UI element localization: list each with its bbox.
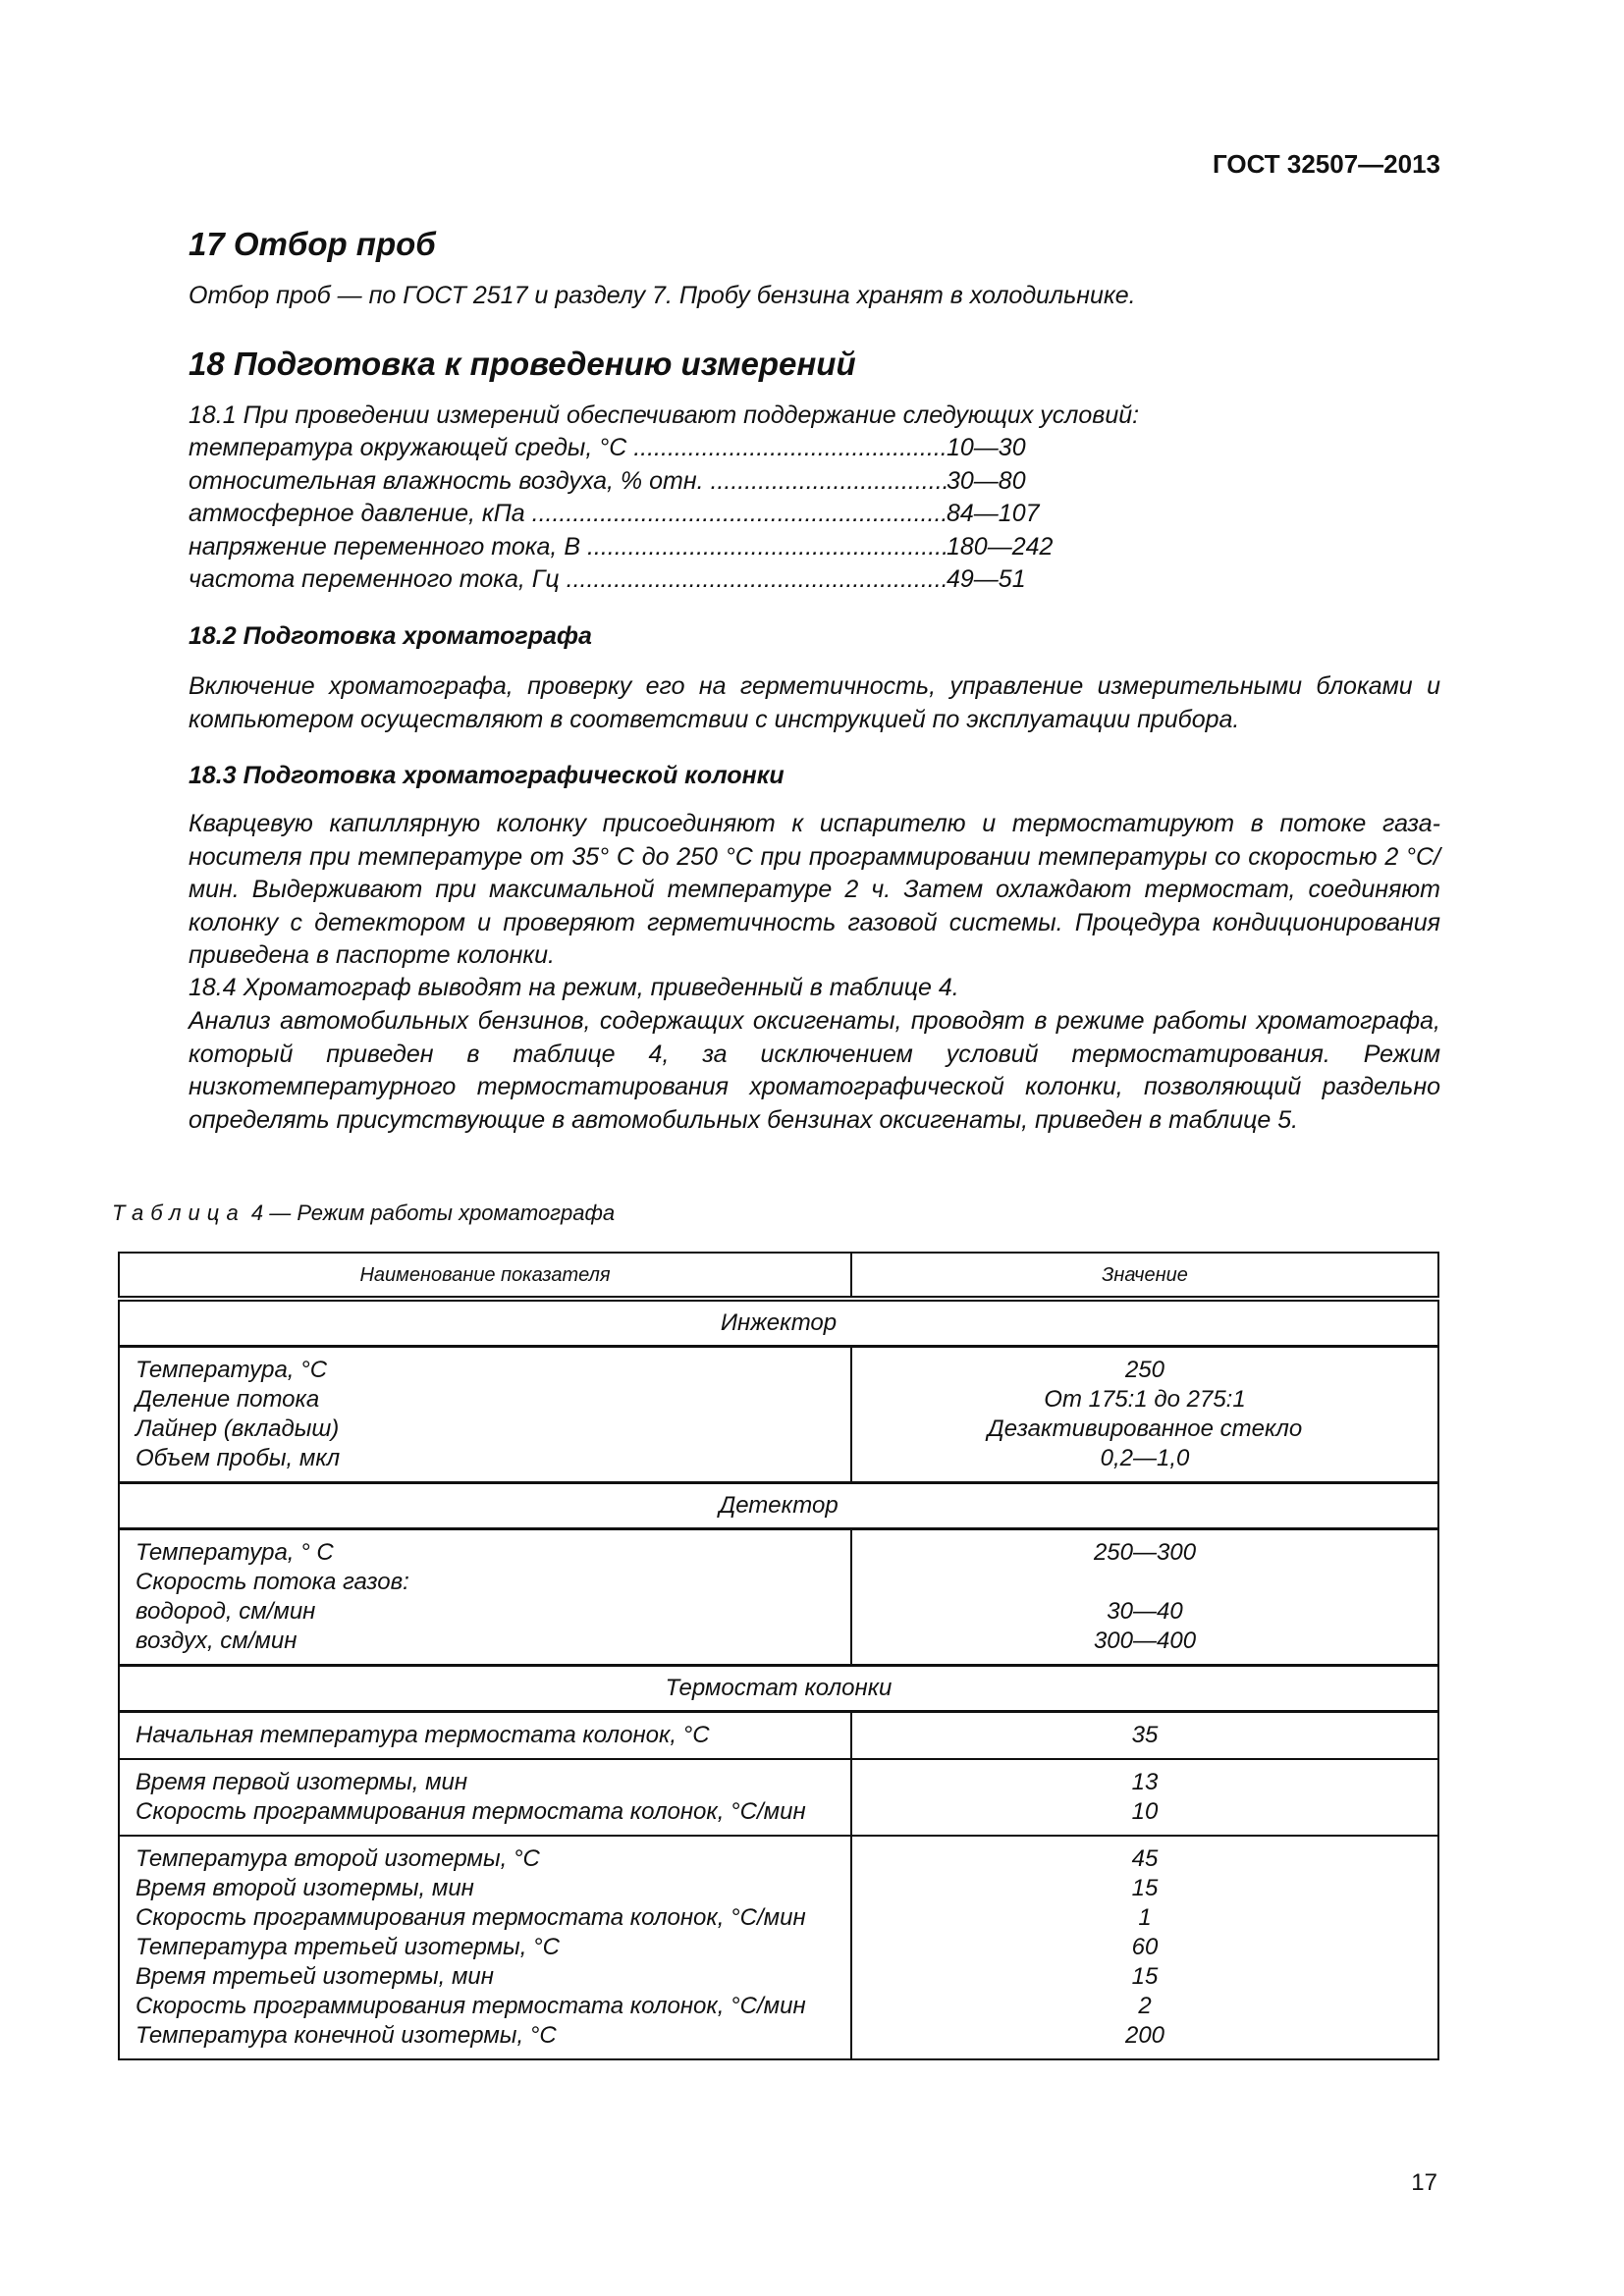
cell-line: Температура, °С	[135, 1357, 328, 1383]
cell-line: 300—400	[1093, 1628, 1197, 1654]
cell-line: воздух, см/мин	[135, 1628, 298, 1654]
cell-line: 10	[1131, 1798, 1159, 1825]
table-caption: Таблица 4 — Режим работы хроматографа	[112, 1201, 616, 1225]
cell-line: 200	[1124, 2022, 1165, 2049]
condition-value: 49—51	[947, 565, 1026, 593]
cell-line: водород, см/мин	[135, 1598, 316, 1625]
cell-line: Время второй изотермы, мин	[135, 1875, 474, 1901]
cell-line	[868, 1568, 1422, 1597]
cell-line: Дезактивированное стекло	[987, 1415, 1303, 1442]
para-18-3: Кварцевую капиллярную колонку присоединяют к испарителю и термостатируют в потоке газа-носителя при температуре от 35° С до 250 °С при программировании температуры со скоростью 2 °С/мин. Выдерживают при максимальной температуре 2 ч. Затем охлаждают термостат, соединяют колонку с детектором и проверяют герметичность газовой системы. Процедура кондиционирования приведена в паспорте колонки.	[189, 810, 1440, 969]
section-18-title: 18 Подготовка к проведению измерений	[189, 346, 856, 382]
program-values	[851, 1836, 1438, 2059]
cell-line: 15	[1131, 1963, 1159, 1990]
cell-line: Температура третьей изотермы, °С	[135, 1934, 560, 1960]
cell-line: Время третьей изотермы, мин	[135, 1963, 494, 1990]
cell-line: Время первой изотермы, мин	[135, 1769, 468, 1795]
para-18-1: 18.1 При проведении измерений обеспечивают поддержание следующих условий:	[189, 401, 1140, 429]
cell-line: 45	[1131, 1845, 1159, 1872]
first-isotherm-values	[851, 1759, 1438, 1836]
condition-label: напряжение переменного тока, В .....	[189, 531, 947, 564]
cell-line: 250—300	[1093, 1539, 1197, 1566]
condition-value: 84—107	[947, 500, 1040, 527]
section-column-thermostat: Термостат колонки	[119, 1666, 1438, 1712]
condition-value: 10—30	[947, 434, 1026, 461]
cell-line: 2	[1138, 1993, 1152, 2019]
heading-18-2: 18.2 Подготовка хроматографа	[189, 622, 592, 650]
cell-line: 30—40	[1107, 1598, 1183, 1625]
column-header-name: Наименование показателя	[119, 1253, 851, 1299]
detector-values	[851, 1529, 1438, 1666]
cell-line: 1	[1138, 1904, 1152, 1931]
cell-line: Скорость программирования термостата колонок, °С/мин	[135, 1904, 806, 1931]
para-18-4: 18.4 Хроматограф выводят на режим, приведенный в таблице 4.	[189, 974, 959, 1001]
cell-line: 13	[1131, 1769, 1159, 1795]
para-18-4b: Анализ автомобильных бензинов, содержащих оксигенаты, проводят в режиме работы хроматографа, который приведен в таблице 4, за исключением условий термостатирования. Режим низкотемпературного термостатирования хроматографической колонки, позволяющий раздельно определять присутствующие в автомобильных бензинах оксигенаты, приведен в таблице 5.	[189, 1007, 1440, 1134]
cell-line: Лайнер (вкладыш)	[135, 1415, 340, 1442]
condition-label: относительная влажность воздуха, % отн. .....	[189, 465, 947, 499]
program-names	[119, 1836, 851, 2059]
heading-18-3: 18.3 Подготовка хроматографической колонки	[189, 762, 785, 789]
initial-temp-value: 35	[851, 1712, 1438, 1760]
detector-names	[119, 1529, 851, 1666]
condition-label: атмосферное давление, кПа .....	[189, 498, 947, 531]
condition-row	[189, 465, 1062, 499]
condition-value: 30—80	[947, 466, 1026, 495]
document-id: ГОСТ 32507—2013	[1213, 149, 1440, 179]
cell-line: 15	[1131, 1875, 1159, 1901]
section-injector: Инжектор	[119, 1299, 1438, 1347]
cell-line: 250	[1124, 1357, 1165, 1383]
section-17-title: 17 Отбор проб	[189, 226, 436, 262]
condition-row	[189, 563, 1062, 597]
cell-line: 0,2—1,0	[1100, 1445, 1190, 1471]
cell-line: От 175:1 до 275:1	[1044, 1386, 1246, 1413]
condition-value: 180—242	[947, 532, 1054, 561]
cell-line: 60	[1131, 1934, 1159, 1960]
cell-line: Скорость потока газов:	[135, 1569, 409, 1595]
chromatograph-mode-table	[118, 1252, 1439, 2060]
condition-row	[189, 531, 1062, 564]
para-18-2: Включение хроматографа, проверку его на герметичность, управление измерительными блоками и компьютером осуществляют в соответствии с инструкцией по эксплуатации прибора.	[189, 672, 1440, 733]
initial-temp-name: Начальная температура термостата колонок, °С	[119, 1712, 851, 1760]
page-number: 17	[1411, 2169, 1437, 2196]
first-isotherm-names	[119, 1759, 851, 1836]
cell-line: Скорость программирования термостата колонок, °С/мин	[135, 1798, 806, 1825]
condition-row	[189, 498, 1062, 531]
cell-line: Температура второй изотермы, °С	[135, 1845, 540, 1872]
column-header-value: Значение	[851, 1253, 1438, 1299]
condition-label: температура окружающей среды, °С .....	[189, 432, 947, 465]
cell-line: Скорость программирования термостата колонок, °С/мин	[135, 1993, 806, 2019]
cell-line: Температура, ° С	[135, 1539, 334, 1566]
cell-line: Деление потока	[135, 1386, 320, 1413]
conditions-list	[189, 432, 1062, 597]
cell-line: Температура конечной изотермы, °С	[135, 2022, 557, 2049]
section-17-text: Отбор проб — по ГОСТ 2517 и разделу 7. Пробу бензина хранят в холодильнике.	[189, 282, 1136, 309]
section-detector: Детектор	[119, 1483, 1438, 1529]
injector-values	[851, 1347, 1438, 1483]
condition-label: частота переменного тока, Гц .....	[189, 563, 947, 597]
cell-line: Объем пробы, мкл	[135, 1445, 341, 1471]
injector-names	[119, 1347, 851, 1483]
condition-row	[189, 432, 1062, 465]
